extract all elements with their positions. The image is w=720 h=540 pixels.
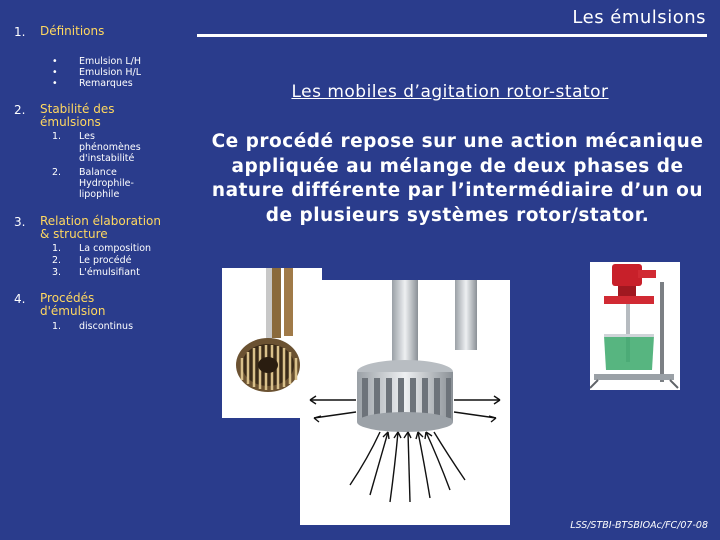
outline-item-label: Le procédé — [79, 255, 132, 266]
slide-subtitle: Les mobiles d’agitation rotor-stator — [291, 82, 609, 102]
outline-item-label: Emulsion L/H — [79, 56, 141, 67]
bullet: 3. — [52, 267, 62, 278]
bullet: 1. — [52, 243, 62, 254]
section-number: 4. — [14, 292, 26, 306]
section-number: 2. — [14, 103, 26, 117]
outline-item-label: Emulsion H/L — [79, 67, 141, 78]
bullet: • — [52, 78, 58, 89]
outline-item-label: L'émulsifiant — [79, 267, 140, 278]
outline-item-label: Balance Hydrophile-lipophile — [79, 167, 134, 200]
lab-homogenizer-image — [590, 262, 680, 390]
section-label: Relation élaboration & structure — [40, 214, 161, 241]
sidebar-outline — [0, 0, 190, 540]
outline-item-label: Remarques — [79, 78, 133, 89]
slide-body-text: Ce procédé repose sur une action mécanique appliquée au mélange de deux phases de nature différente par l’intermédiaire d’un ou de plusieurs systèmes rotor/stator. — [211, 131, 704, 226]
section-number: 3. — [14, 215, 26, 229]
section-label: Définitions — [40, 24, 105, 38]
slide-footer: LSS/STBI-BTSBIOAc/FC/07-08 — [570, 520, 708, 531]
section-number: 1. — [14, 25, 26, 39]
outline-item-label: Les phénomènes d'instabilité — [79, 131, 141, 164]
bullet: 2. — [52, 255, 62, 266]
section-label: Procédés d'émulsion — [40, 291, 106, 318]
section-label: Stabilité des émulsions — [40, 102, 115, 129]
bullet: 2. — [52, 167, 62, 178]
stator-flow-diagram-image — [300, 280, 510, 525]
bullet: • — [52, 67, 58, 78]
outline-item-label: La composition — [79, 243, 152, 254]
title-divider — [197, 34, 707, 37]
slide-title: Les émulsions — [572, 7, 706, 28]
bullet: • — [52, 56, 58, 67]
bullet: 1. — [52, 321, 62, 332]
outline-item-label: discontinus — [79, 321, 134, 332]
bullet: 1. — [52, 131, 62, 142]
